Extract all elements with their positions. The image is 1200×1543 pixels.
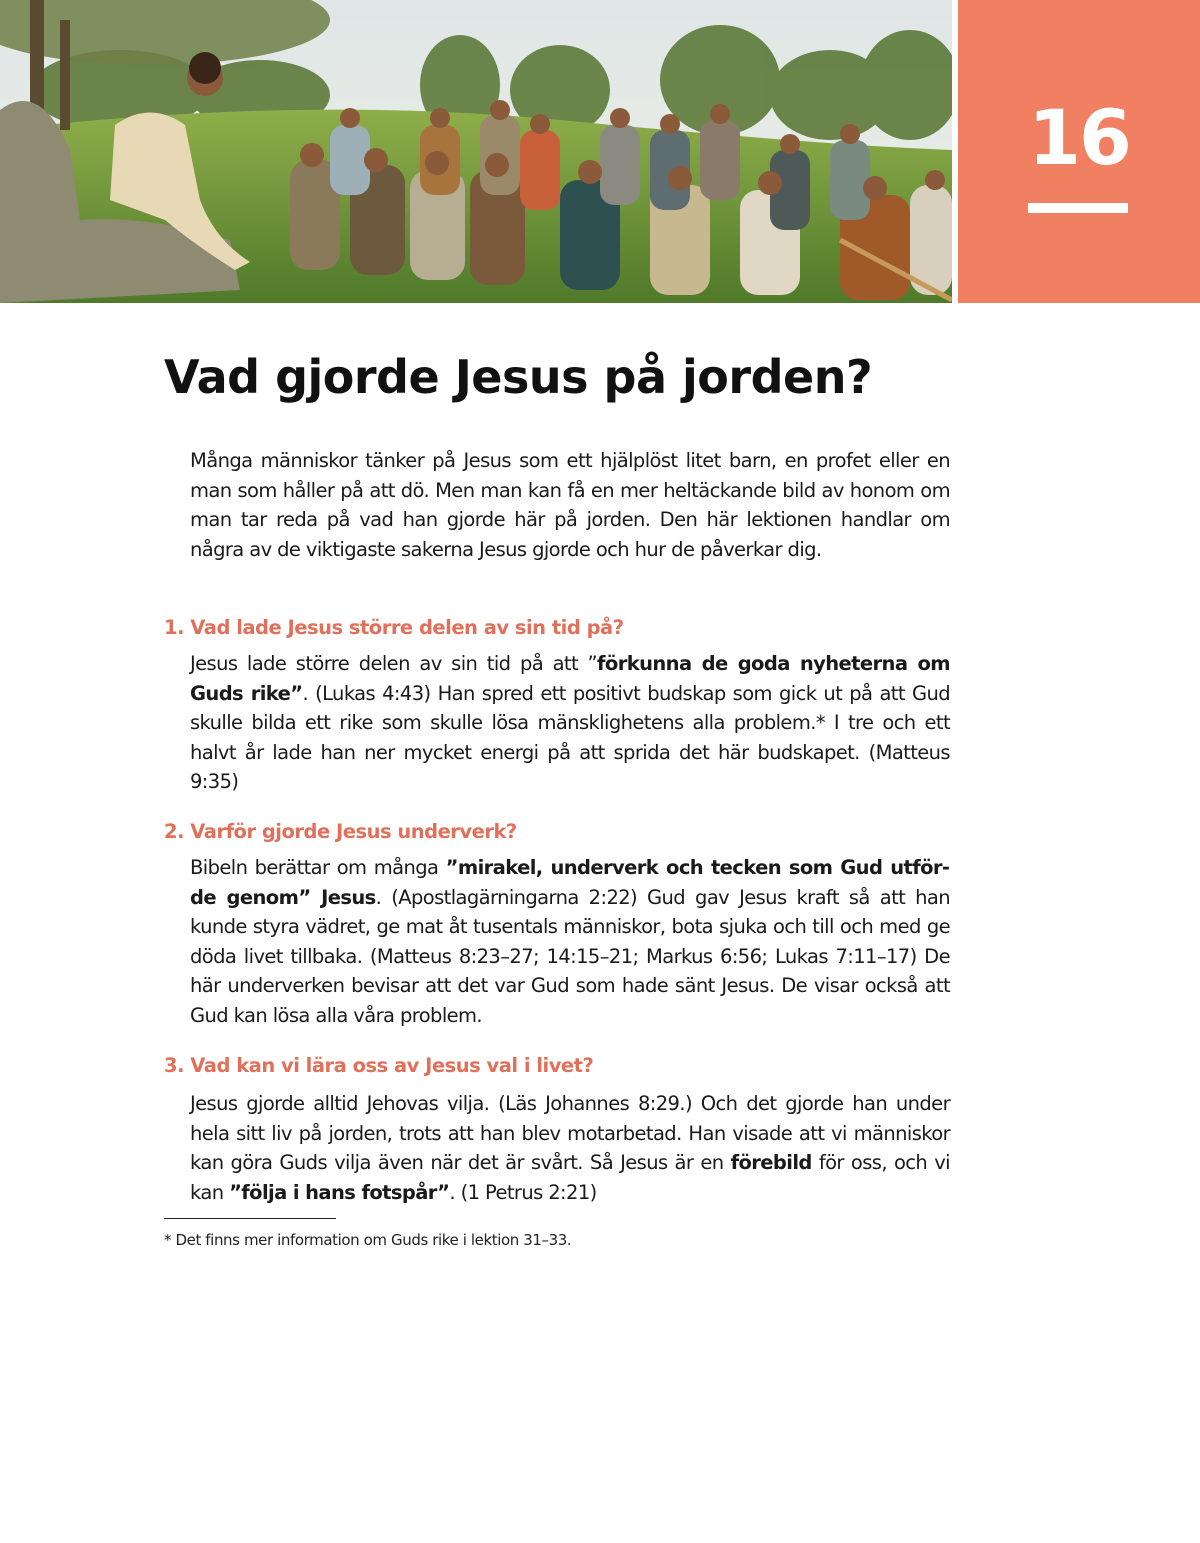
lesson-number: 16 [1028,93,1130,182]
text-run: . (1 Petrus 2:21) [449,1180,597,1204]
section-1-body [190,649,950,797]
footnote: * Det finns mer information om Guds rike i lektion 31–33. [164,1231,572,1249]
bold-run: förkunna de goda nyheterna om Guds rike [190,652,950,705]
text-run: Jesus gjorde alltid Jehovas vilja. (Läs Johannes 8:29.) Och det gjorde han under hela sitt liv på jorden, trots att han blev motarbetad. Han visade att vi människor kan göra Guds vilja även när det är svårt. Så Jesus är en [190,1092,950,1174]
text-run: för oss, och vi kan [190,1151,950,1204]
lesson-number-underline [1028,203,1128,213]
text-run: Bibeln berättar om många [190,856,446,879]
hero-illustration [0,0,952,303]
hero-image [0,0,952,303]
intro-paragraph: Många människor tänker på Jesus som ett hjälplöst litet barn, en profet eller en man som håller på att dö. Men man kan få en mer heltäckande bild av honom om man tar reda på vad han gjorde här på jorden. Den här lektionen handlar om några av de viktigaste sakerna Jesus gjorde och hur de påverkar dig. [190,449,950,561]
text-run: Jesus lade större delen av sin tid på att ” [190,652,598,675]
bold-run: ”följa i hans fotspår” [229,1180,450,1204]
text-run: . (Lukas 4:43) Han spred ett positivt budskap som gick ut på att Gud skulle bilda ett rike som skulle lösa mänsklighetens alla problem.* I tre och ett halvt år lade han ner mycket energi på att sprida det här budskapet. (Matteus 9:35) [190,681,950,793]
footnote-divider [164,1218,336,1219]
section-2-body [190,853,950,1030]
bold-run: förebild [730,1151,812,1174]
page-title: Vad gjorde Jesus på jorden? [164,350,873,404]
section-1-heading: 1. Vad lade Jesus större delen av sin tid på? [164,616,624,639]
text-run: . (Apostlagärningarna 2:22) Gud gav Jesus kraft så att han kunde styra vädret, ge mat åt tusentals människor, bota sjuka och till och med ge döda livet tillbaka. (Matteus 8:23–27; 14:15–21; Markus 6:56; Lukas 7:11–17) De här underverken bevisar att det var Gud som hade sänt Jesus. De visar också att Gud kan lösa alla våra problem. [190,885,950,1027]
section-2-heading: 2. Varför gjorde Jesus underverk? [164,820,517,843]
lesson-number-badge [958,0,1200,303]
bold-run: ” [290,681,303,705]
section-3-heading: 3. Vad kan vi lära oss av Jesus val i livet? [164,1054,594,1077]
bold-run: ”mirakel, underverk och tecken som Gud utförde genom” Jesus [190,856,950,909]
section-3-body [190,1089,950,1207]
